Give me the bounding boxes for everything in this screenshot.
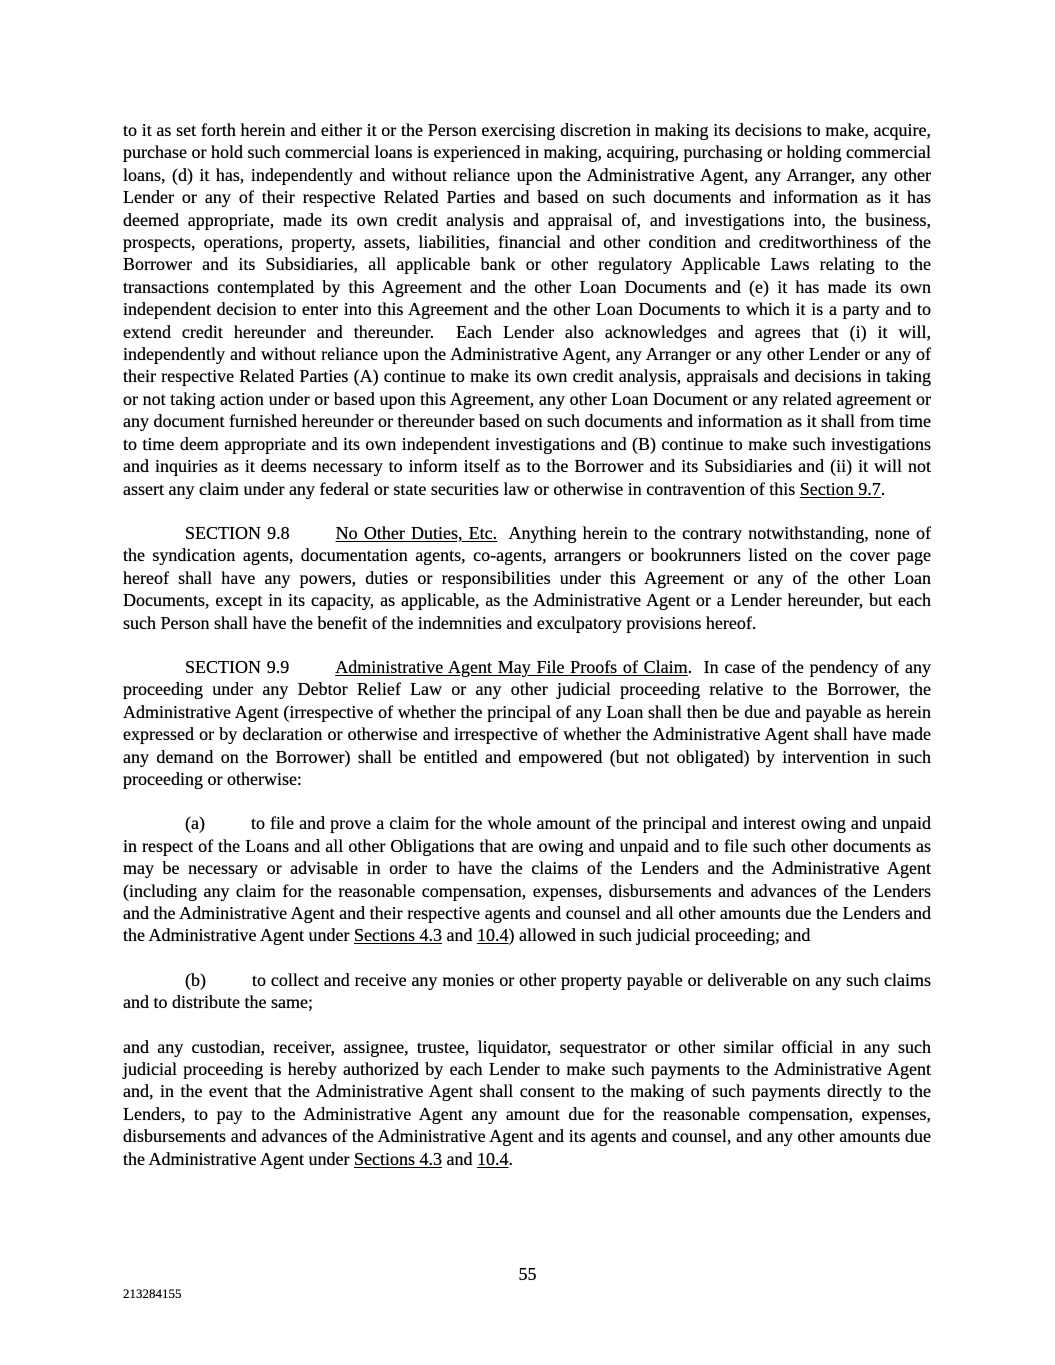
text-segment: Anything herein to the contrary notwithstanding, none of the syndication agents, documentation agents, co-agents, arrangers or bookrunners listed on the cover page hereof shall have any powers, duties or responsibilities under this Agreement or any of the other Loan Documents, except in its capacity, as applicable, as the Administrative Agent or a Lender hereunder, but each such Person shall have the benefit of the indemnities and exculpatory provisions hereof. xyxy=(123,522,932,633)
text-segment: . In case of the pendency of any proceeding under any Debtor Relief Law or any other judicial proceeding relative to the Borrower, the Administrative Agent (irrespective of whether the principal of any Loan shall then be due and payable as herein expressed or by declaration or otherwise and irrespective of whether the Administrative Agent shall have made any demand on the Borrower) shall be entitled and empowered (but not obligated) by intervention in such proceeding or otherwise: xyxy=(123,656,931,789)
clause-b-paragraph xyxy=(123,969,931,1014)
text-segment: and xyxy=(441,925,477,946)
underlined-text-segment: Sections 4.3 xyxy=(353,1148,442,1169)
text-segment: to collect and receive any monies or other property payable or deliverable on any such claims and to distribute the same; xyxy=(123,969,931,1013)
text-segment: . xyxy=(880,478,886,499)
text-segment: . xyxy=(508,1148,513,1169)
text-segment: and xyxy=(441,1148,477,1169)
closing-paragraph xyxy=(123,1036,931,1170)
underlined-text-segment: No Other Duties, Etc. xyxy=(335,522,498,543)
text-segment: SECTION 9.8 xyxy=(185,522,290,543)
underlined-text-segment: 10.4 xyxy=(476,925,509,946)
text-segment: (b) xyxy=(185,969,206,990)
text-segment: to file and prove a claim for the whole amount of the principal and interest owing and unpaid in respect of the Loans and all other Obligations that are owing and unpaid and to file such other documents as may be necessary or advisable in order to have the claims of the Lenders and the Administrative Agent (including any claim for the reasonable compensation, expenses, disbursements and advances of the Lenders and the Administrative Agent and their respective agents and counsel and all other amounts due the Lenders and the Administrative Agent under xyxy=(123,813,931,946)
underlined-text-segment: 10.4 xyxy=(476,1148,509,1169)
text-segment: (a) xyxy=(185,813,205,834)
text-segment: ) allowed in such judicial proceeding; and xyxy=(508,925,811,946)
text-segment: SECTION 9.9 xyxy=(185,656,290,677)
clause-a-paragraph xyxy=(123,812,931,946)
underlined-text-segment: Sections 4.3 xyxy=(353,925,442,946)
underlined-text-segment: Administrative Agent May File Proofs of Claim xyxy=(335,656,688,677)
section-9-8-paragraph xyxy=(123,522,931,634)
body-paragraph-continuation xyxy=(123,119,931,500)
document-number: 213284155 xyxy=(123,1286,182,1301)
page-number: 55 xyxy=(518,1264,537,1284)
section-9-9-paragraph xyxy=(123,656,931,790)
text-segment: to it as set forth herein and either it or the Person exercising discretion in making its decisions to make, acquire, purchase or hold such commercial loans is experienced in making, acquiring, purchasing or holding commercial loans, (d) it has, independently and without reliance upon the Administrative Agent, any Arranger, any other Lender or any of their respective Related Parties and based on such documents and information as it has deemed appropriate, made its own credit analysis and appraisal of, and investigations into, the business, prospects, operations, property, assets, liabilities, financial and other condition and creditworthiness of the Borrower and its Subsidiaries, all applicable bank or other regulatory Applicable Laws relating to the transactions contemplated by this Agreement and the other Loan Documents and (e) it has made its own independent decision to enter into this Agreement and the other Loan Documents to which it is a party and to extend credit hereunder and thereunder. Each Lender also acknowledges and agrees that (i) it will, independently and without reliance upon the Administrative Agent, any Arranger or any other Lender or any of their respective Related Parties (A) continue to make its own credit analysis, appraisals and decisions in taking or not taking action under or based upon this Agreement, any other Loan Document or any related agreement or any document furnished hereunder or thereunder based on such documents and information as it shall from time to time deem appropriate and its own independent investigations and (B) continue to make such investigations and inquiries as it deems necessary to inform itself as to the Borrower and its Subsidiaries and (ii) it will not assert any claim under any federal or state securities law or otherwise in contravention of this xyxy=(123,120,931,499)
text-segment: and any custodian, receiver, assignee, trustee, liquidator, sequestrator or other similar official in any such judicial proceeding is hereby authorized by each Lender to make such payments to the Administrative Agent and, in the event that the Administrative Agent shall consent to the making of such payments directly to the Lenders, to pay to the Administrative Agent any amount due for the reasonable compensation, expenses, disbursements and advances of the Administrative Agent and its agents and counsel, and any other amounts due the Administrative Agent under xyxy=(123,1036,931,1169)
underlined-text-segment: Section 9.7 xyxy=(799,478,881,499)
document-body xyxy=(123,119,931,1192)
